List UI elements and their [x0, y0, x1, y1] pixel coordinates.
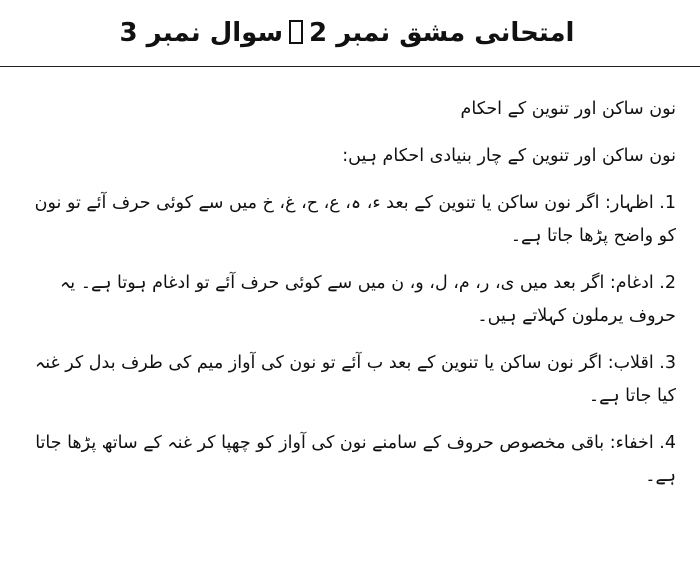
- rule-item-izhar: 1. اظہار: اگر نون ساکن یا تنوین کے بعد ء، ہ، ع، ح، غ، خ میں سے کوئی حرف آئے تو نون کو واضح پڑھا جاتا ہے۔: [34, 193, 676, 246]
- section-heading: نون ساکن اور تنوین کے احکام: [460, 99, 676, 119]
- title-question: سوال نمبر 3: [119, 18, 284, 48]
- page-title: [18, 0, 676, 50]
- document-body: [18, 93, 676, 493]
- title-exercise: امتحانی مشق نمبر 2: [309, 18, 575, 48]
- rule-item-idgham: 2. ادغام: اگر بعد میں ی، ر، م، ل، و، ن میں سے کوئی حرف آئے تو ادغام ہوتا ہے۔ یہ حروف یرملون کہلاتے ہیں۔: [60, 273, 676, 326]
- missing-glyph-box: [289, 20, 303, 44]
- title-divider: [0, 66, 700, 67]
- intro-text: نون ساکن اور تنوین کے چار بنیادی احکام ہیں:: [342, 146, 676, 166]
- rule-item-ikhfa: 4. اخفاء: باقی مخصوص حروف کے سامنے نون کی آواز کو چھپا کر غنہ کے ساتھ پڑھا جاتا ہے۔: [35, 433, 676, 486]
- rule-item-iqlab: 3. اقلاب: اگر نون ساکن یا تنوین کے بعد ب آئے تو نون کی آواز میم کی طرف بدل کر غنہ کیا جاتا ہے۔: [35, 353, 676, 406]
